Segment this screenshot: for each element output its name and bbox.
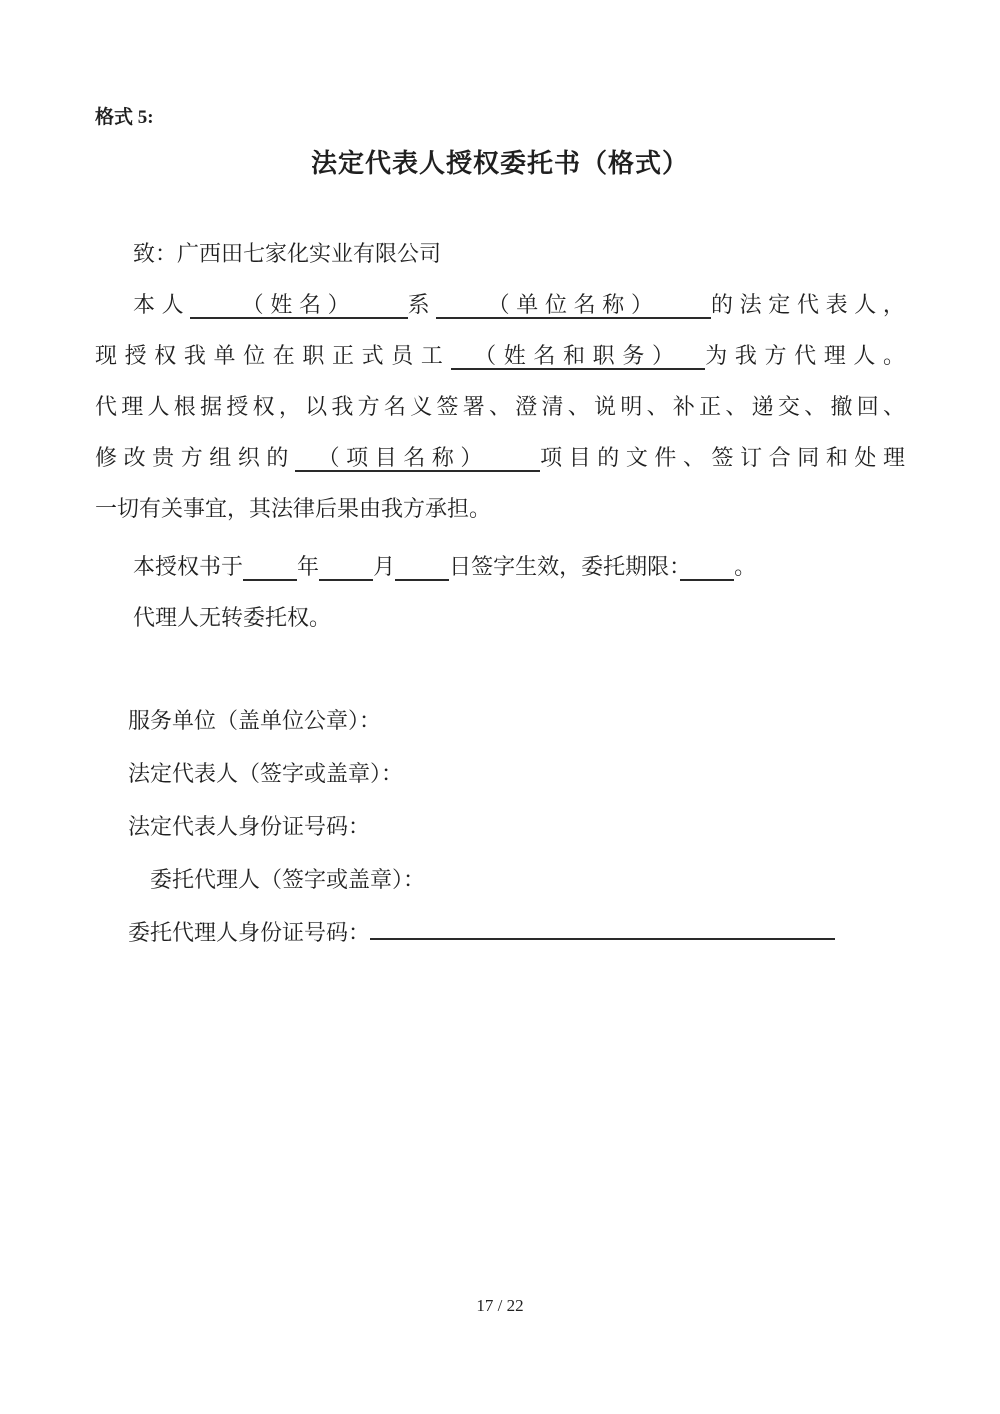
text-segment: 委托代理人（签字或盖章）： <box>150 867 426 892</box>
paragraph-line <box>95 279 905 330</box>
text-segment: 服务单位（盖单位公章）： <box>128 708 382 733</box>
text-segment: 本人 <box>133 292 191 317</box>
text-segment: 修改贵方组织的 <box>95 445 295 470</box>
text-segment: 一切有关事宜，其法律后果由我方承担。 <box>95 496 492 521</box>
text-segment: 项目的文件、签订合同和处理 <box>540 445 905 470</box>
text-segment: 本授权书于 <box>133 554 244 579</box>
document-body <box>95 228 905 643</box>
text-segment: 月 <box>373 554 396 579</box>
text-segment: 。 <box>734 554 757 579</box>
fill-in-blank: （姓名和职务） <box>451 343 706 370</box>
text-segment: 致：广西田七家化实业有限公司 <box>133 241 442 266</box>
text-segment: 为我方代理人。 <box>705 343 905 368</box>
document-title: 法定代表人授权委托书（格式） <box>310 149 689 178</box>
signature-line-service-unit <box>128 694 905 747</box>
fill-in-blank <box>370 915 835 940</box>
signature-line-agent <box>150 853 905 906</box>
signature-block <box>95 694 905 959</box>
paragraph-line <box>95 330 905 381</box>
text-segment: 法定代表人（签字或盖章）： <box>128 761 404 786</box>
fill-in-blank: （姓名） <box>190 292 407 319</box>
format-label: 格式 5: <box>95 107 154 128</box>
text-segment: 代理人无转委托权。 <box>133 605 332 630</box>
signature-line-legal-rep <box>128 747 905 800</box>
paragraph-line <box>95 432 905 483</box>
text-segment: 的法定代表人， <box>710 292 905 317</box>
text-segment: 法定代表人身份证号码： <box>128 814 371 839</box>
text-segment: 代理人根据授权，以我方名义签署、澄清、说明、补正、递交、撤回、 <box>95 394 905 419</box>
text-segment: 现授权我单位在职正式员工 <box>95 343 451 368</box>
fill-in-blank <box>243 554 297 581</box>
paragraph-line <box>95 381 905 432</box>
text-segment: 委托代理人身份证号码： <box>128 920 371 945</box>
page-number: 17 / 22 <box>476 1296 524 1315</box>
effective-date-line <box>95 541 905 592</box>
signature-line-agent-id <box>128 906 905 959</box>
fill-in-blank <box>395 554 449 581</box>
text-segment: 日签字生效，委托期限： <box>449 554 681 579</box>
fill-in-blank <box>680 554 734 581</box>
no-subdelegation-line <box>95 592 905 643</box>
signature-line-legal-rep-id <box>128 800 905 853</box>
fill-in-blank: （单位名称） <box>436 292 711 319</box>
paragraph-line <box>95 483 905 534</box>
fill-in-blank: （项目名称） <box>295 445 540 472</box>
text-segment: 年 <box>297 554 320 579</box>
fill-in-blank <box>319 554 373 581</box>
salutation-line <box>95 228 905 279</box>
text-segment: 系 <box>407 292 437 317</box>
